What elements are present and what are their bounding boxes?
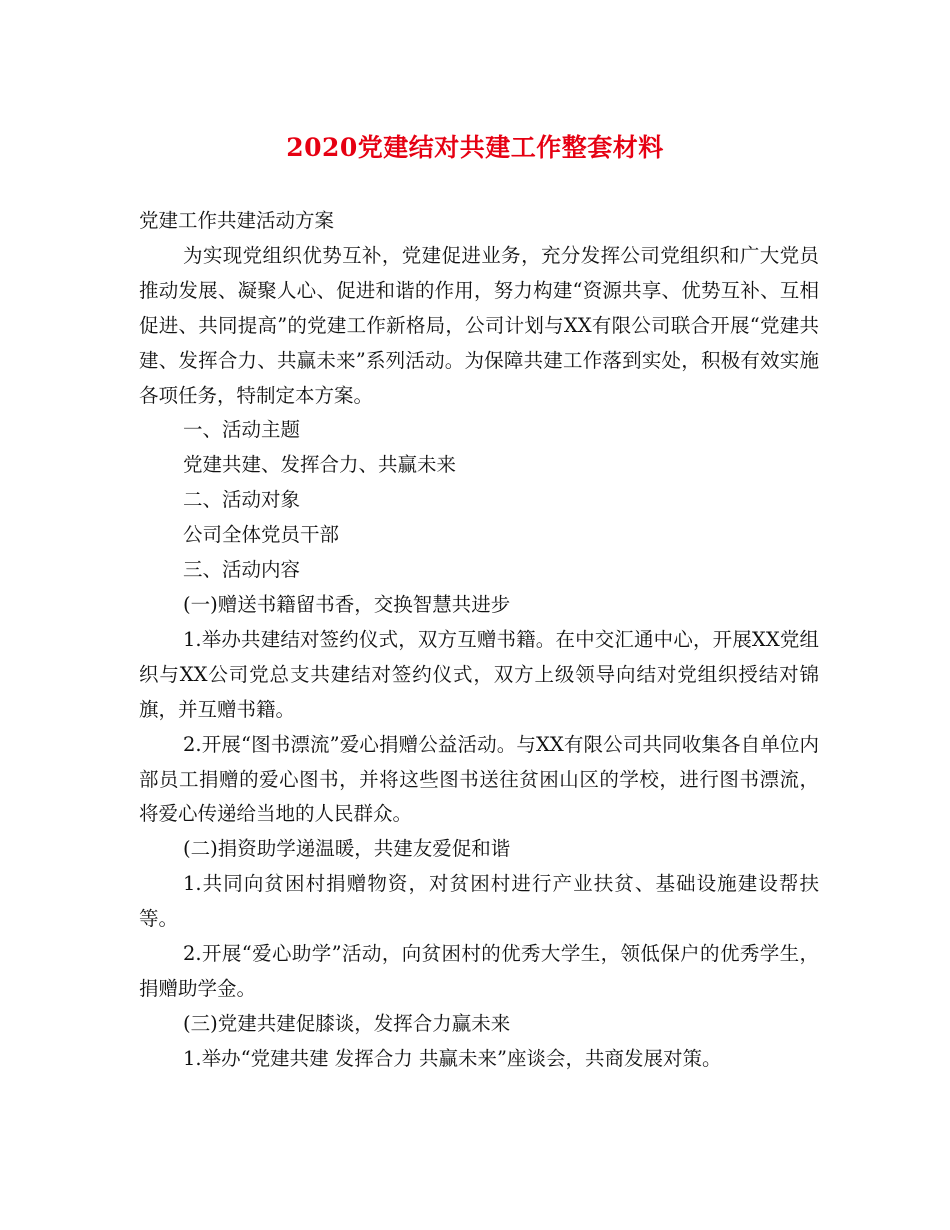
section-heading-target: 二、活动对象	[183, 488, 301, 512]
item-2-2: 2.开展“爱心助学”活动，向贫困村的优秀大学生，领低保户的优秀学生，捐赠助学金。	[139, 942, 819, 1000]
item-2-1: 1.共同向贫困村捐赠物资，对贫困村进行产业扶贫、基础设施建设帮扶等。	[139, 872, 819, 931]
subsection-heading-1: (一)赠送书籍留书香，交换智慧共进步	[183, 592, 511, 616]
document-body	[139, 204, 819, 1077]
item-3-1: 1.举办“党建共建 发挥合力 共赢未来”座谈会，共商发展对策。	[183, 1046, 722, 1070]
subsection-heading-3: (三)党建共建促膝谈，发挥合力赢未来	[183, 1011, 511, 1035]
theme-text: 党建共建、发挥合力、共赢未来	[183, 453, 457, 477]
item-1-2: 2.开展“图书漂流”爱心捐赠公益活动。与XX有限公司共同收集各自单位内部员工捐赠的爱心图书，并将这些图书送往贫困山区的学校，进行图书漂流，将爱心传递给当地的人民群众。	[139, 732, 819, 826]
section-heading-theme: 一、活动主题	[183, 418, 301, 442]
plan-heading: 党建工作共建活动方案	[139, 209, 335, 232]
subsection-heading-2: (二)捐资助学递温暖，共建友爱促和谐	[183, 837, 511, 861]
section-heading-content: 三、活动内容	[183, 558, 301, 582]
intro-paragraph: 为实现党组织优势互补，党建促进业务，充分发挥公司党组织和广大党员推动发展、凝聚人心、促进和谐的作用，努力构建“资源共享、优势互补、互相促进、共同提高”的党建工作新格局，公司计划与XX有限公司联合开展“党建共建、发挥合力、共赢未来”系列活动。为保障共建工作落到实处，积极有效实施各项任务，特制定本方案。	[139, 243, 819, 407]
item-1-1: 1.举办共建结对签约仪式，双方互赠书籍。在中交汇通中心，开展XX党组织与XX公司党总支共建结对签约仪式，双方上级领导向结对党组织授结对锦旗，并互赠书籍。	[139, 627, 819, 721]
document-title: 2020党建结对共建工作整套材料	[286, 133, 664, 162]
target-text: 公司全体党员干部	[183, 523, 340, 547]
